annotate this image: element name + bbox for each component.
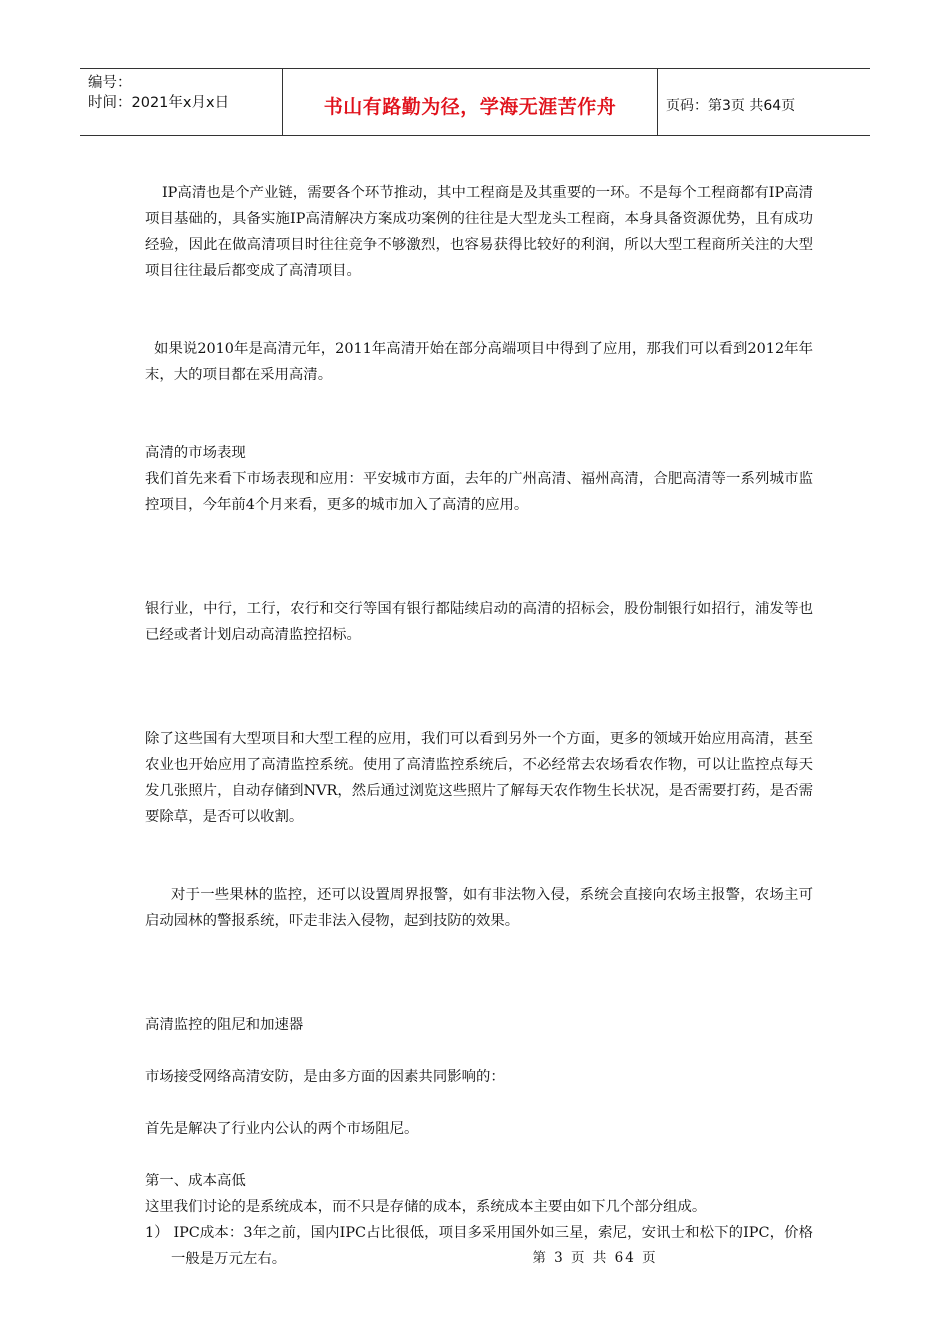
header-page-info: 页码：第3页 共64页 — [666, 98, 796, 114]
header-meta — [80, 69, 282, 135]
document-header — [80, 68, 870, 136]
paragraph-hd-year: 如果说2010年是高清元年，2011年高清开始在部分高端项目中得到了应用，那我们可以看到2012年年末，大的项目都在采用高清。 — [145, 341, 813, 383]
page-footer: 第 3 页 共 64 页 — [532, 1250, 658, 1266]
document-body — [145, 180, 813, 1272]
section-heading-damping: 高清监控的阻尼和加速器 — [145, 1017, 304, 1033]
paragraph-banking: 银行业，中行，工行，农行和交行等国有银行都陆续启动的高清的招标会，股份制银行如招行，浦发等也已经或者计划启动高清监控招标。 — [145, 601, 813, 643]
paragraph-market-performance: 我们首先来看下市场表现和应用：平安城市方面，去年的广州高清、福州高清，合肥高清等一系列城市监控项目，今年前4个月来看，更多的城市加入了高清的应用。 — [145, 471, 813, 513]
date-label: 时间：2021年x月x日 — [88, 95, 230, 111]
section-heading-market: 高清的市场表现 — [145, 445, 246, 461]
paragraph-industry-chain: IP高清也是个产业链，需要各个环节推动，其中工程商是及其重要的一环。不是每个工程商都有IP高清项目基础的，具备实施IP高清解决方案成功案例的往往是大型龙头工程商，本身具备资源优势，且有成功经验，因此在做高清项目时往往竞争不够激烈，也容易获得比较好的利润，所以大型工程商所关注的大型项目往往最后都变成了高清项目。 — [145, 185, 813, 279]
paragraph-orchard: 对于一些果林的监控，还可以设置周界报警，如有非法物入侵，系统会直接向农场主报警，农场主可启动园林的警报系统，吓走非法入侵物，起到技防的效果。 — [145, 887, 813, 929]
list-item-ipc-cost: 1） IPC成本：3年之前，国内IPC占比很低，项目多采用国外如三星，索尼，安讯士和松下的IPC，价格一般是万元左右。 — [145, 1225, 813, 1267]
paragraph-agriculture: 除了这些国有大型项目和大型工程的应用，我们可以看到另外一个方面，更多的领域开始应用高清，甚至农业也开始应用了高清监控系统。使用了高清监控系统后，不必经常去农场看农作物，可以让监控点每天发几张照片，自动存储到NVR，然后通过浏览这些照片了解每天农作物生长状况，是否需要打药，是否需要除草，是否可以收割。 — [145, 731, 813, 825]
header-motto: 书山有路勤为径，学海无涯苦作舟 — [282, 69, 658, 135]
paragraph-two-dampers: 首先是解决了行业内公认的两个市场阻尼。 — [145, 1121, 419, 1137]
serial-label: 编号： — [88, 75, 132, 91]
paragraph-system-cost: 这里我们讨论的是系统成本，而不只是存储的成本，系统成本主要由如下几个部分组成。 — [145, 1199, 707, 1215]
paragraph-market-acceptance: 市场接受网络高清安防，是由多方面的因素共同影响的： — [145, 1069, 505, 1085]
subheading-cost: 第一、成本高低 — [145, 1173, 246, 1189]
